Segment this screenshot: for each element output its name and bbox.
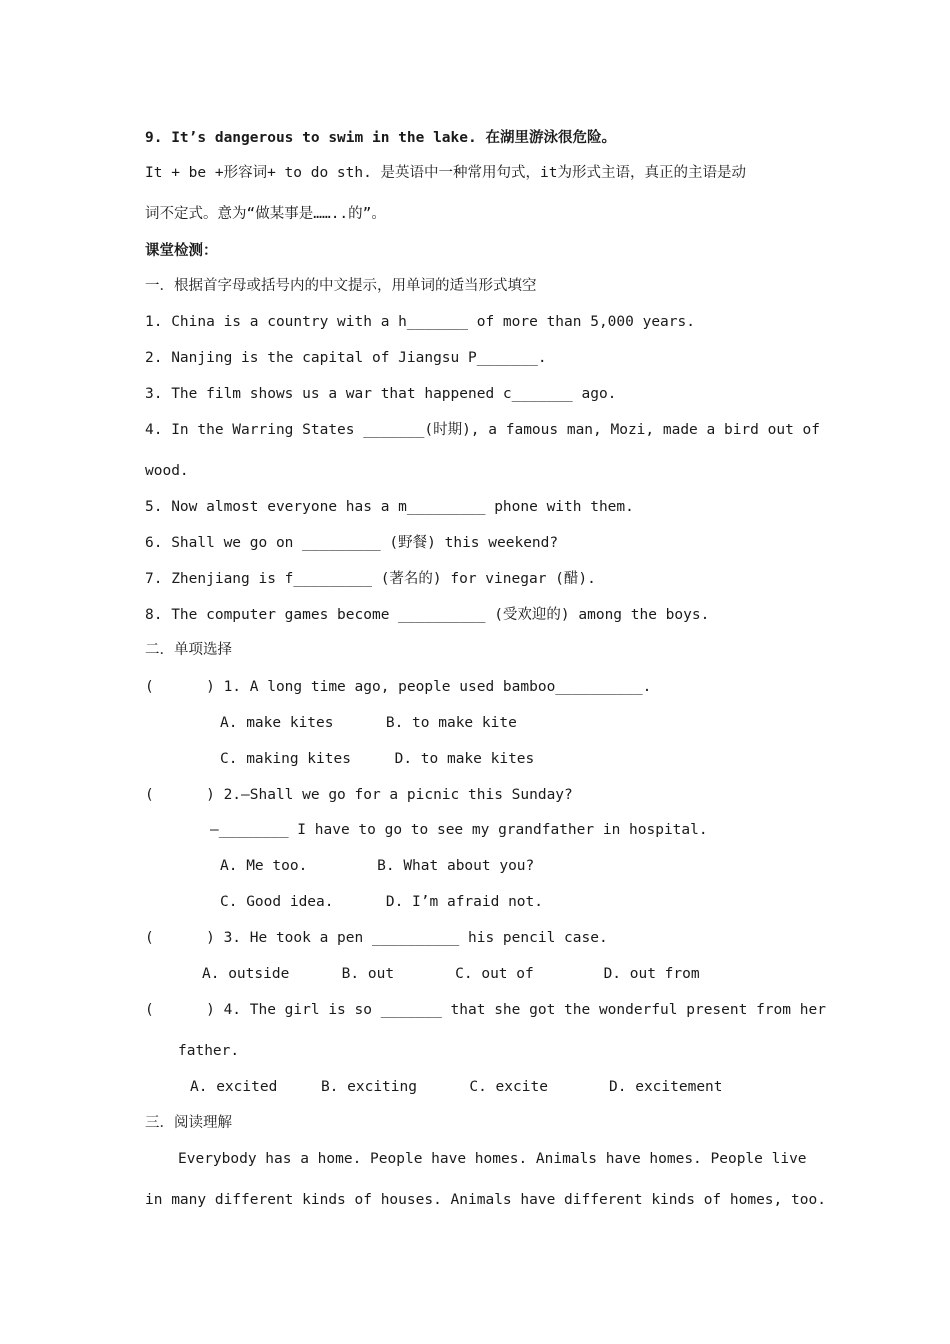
fill-item-5: 5. Now almost everyone has a m_________ phone with them. bbox=[145, 499, 634, 515]
part3-heading: 三．阅读理解 bbox=[145, 1115, 232, 1131]
fill-item-2: 2. Nanjing is the capital of Jiangsu P_______. bbox=[145, 350, 547, 366]
choice-q4-cont: father. bbox=[178, 1043, 240, 1059]
fill-item-4: 4. In the Warring States _______(时期), a famous man, Mozi, made a bird out of bbox=[145, 422, 821, 438]
fill-item-7: 7. Zhenjiang is f_________ (著名的) for vinegar (醋). bbox=[145, 571, 596, 587]
fill-item-6: 6. Shall we go on _________ (野餐) this weekend? bbox=[145, 535, 559, 551]
choice-q3: ( ) 3. He took a pen __________ his pencil case. bbox=[145, 930, 608, 946]
part2-heading: 二．单项选择 bbox=[145, 642, 232, 658]
choice-q1: ( ) 1. A long time ago, people used bamboo__________. bbox=[145, 679, 652, 695]
choice-q4: ( ) 4. The girl is so _______ that she got the wonderful present from her bbox=[145, 1002, 826, 1018]
reading-para-line1: Everybody has a home. People have homes. Animals have homes. People live bbox=[178, 1151, 807, 1167]
fill-item-1: 1. China is a country with a h_______ of more than 5,000 years. bbox=[145, 314, 695, 330]
fill-item-8: 8. The computer games become __________ (受欢迎的) among the boys. bbox=[145, 607, 710, 623]
choice-q1-options-cd: C. making kites D. to make kites bbox=[220, 751, 535, 767]
note-9-explanation-line2: 词不定式。意为“做某事是……..的”。 bbox=[145, 206, 386, 222]
choice-q4-options: A. excited B. exciting C. excite D. excitement bbox=[190, 1079, 723, 1095]
note-9-line1-text: It + be +形容词+ to do sth. 是英语中一种常用句式，it为形式主语，真正的主语是动 bbox=[145, 165, 747, 181]
part1-heading: 一．根据首字母或括号内的中文提示，用单词的适当形式填空 bbox=[145, 278, 537, 294]
choice-q2-options-cd: C. Good idea. D. I’m afraid not. bbox=[220, 894, 544, 910]
note-9-explanation-line1 bbox=[145, 163, 810, 183]
reading-para-line2: in many different kinds of houses. Animals have different kinds of homes, too. bbox=[145, 1192, 826, 1208]
choice-q3-options: A. outside B. out C. out of D. out from bbox=[202, 966, 700, 982]
fill-item-4-cont: wood. bbox=[145, 463, 189, 479]
choice-q1-options-ab: A. make kites B. to make kite bbox=[220, 715, 517, 731]
choice-q2: ( ) 2.—Shall we go for a picnic this Sunday? bbox=[145, 787, 573, 803]
section-heading-class-check: 课堂检测： bbox=[145, 243, 218, 259]
note-9-title: 9. It’s dangerous to swim in the lake. 在湖里游泳很危险。 bbox=[145, 130, 616, 146]
choice-q2-reply: —________ I have to go to see my grandfather in hospital. bbox=[210, 822, 708, 838]
fill-item-3: 3. The film shows us a war that happened c_______ ago. bbox=[145, 386, 617, 402]
choice-q2-options-ab: A. Me too. B. What about you? bbox=[220, 858, 535, 874]
